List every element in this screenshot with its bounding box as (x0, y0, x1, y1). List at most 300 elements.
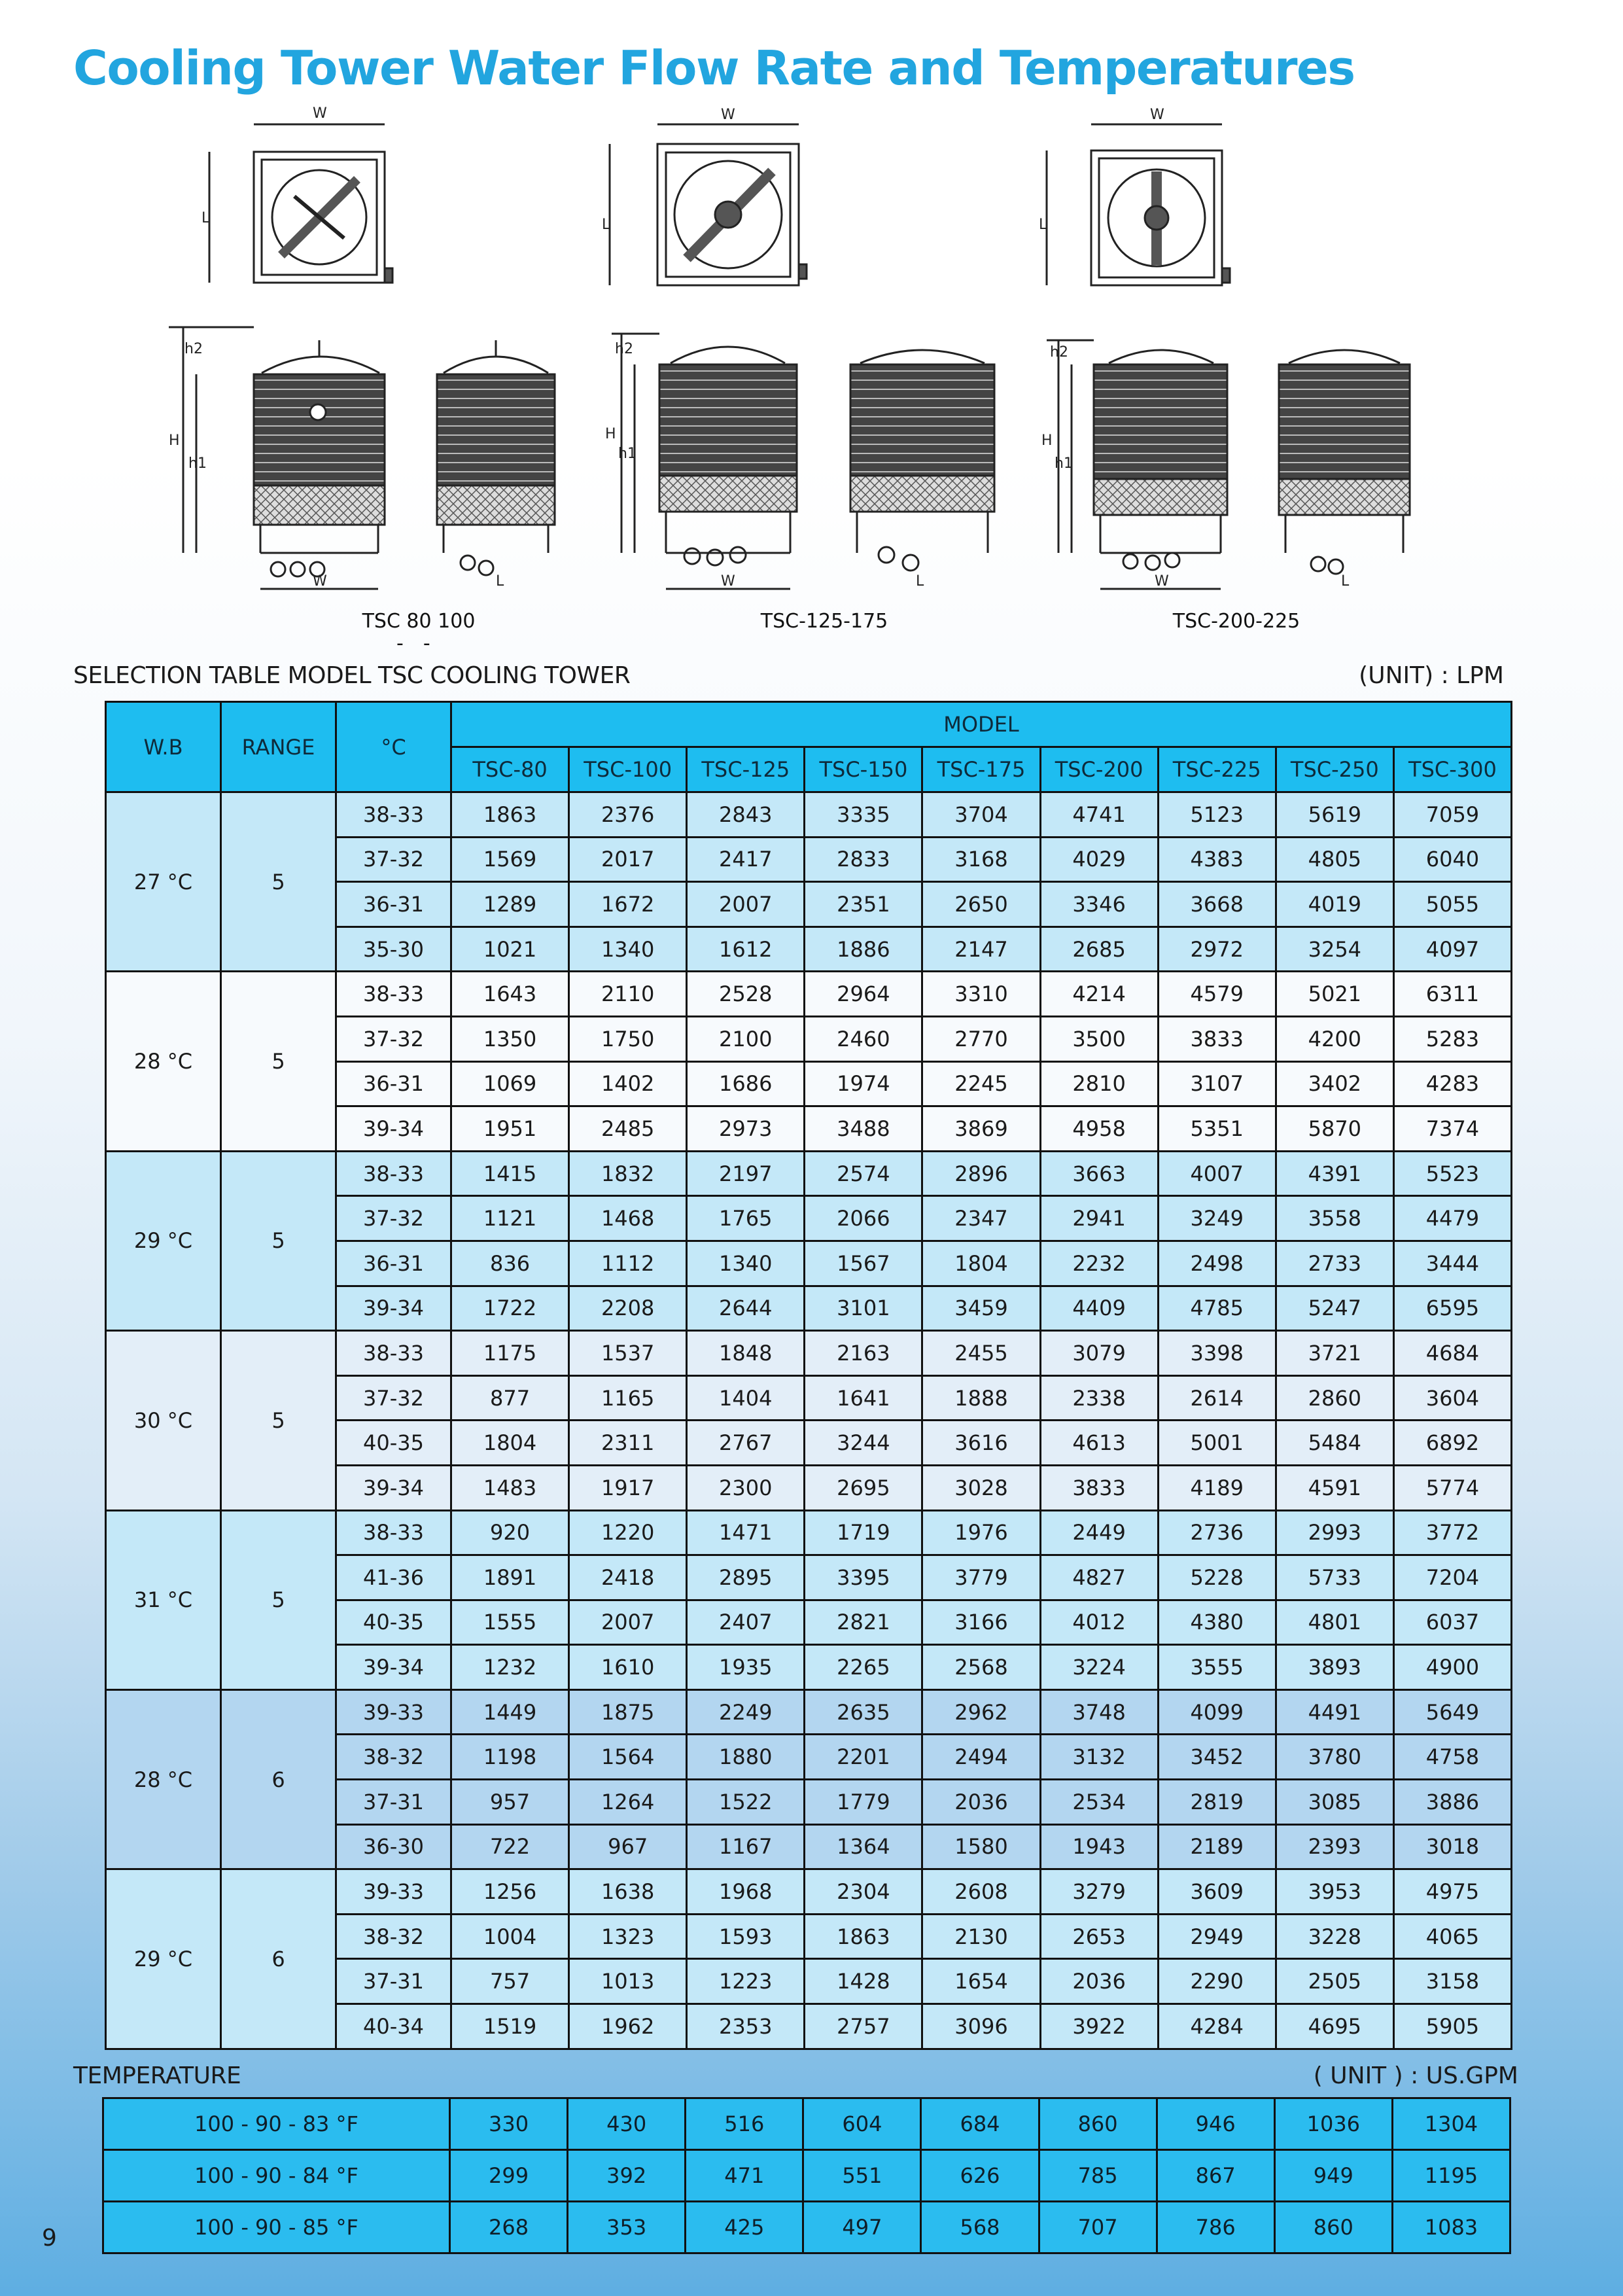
flow-value-cell: 5283 (1393, 1016, 1511, 1061)
flow-value-cell: 2304 (805, 1869, 922, 1915)
flow-value-cell: 4491 (1276, 1689, 1393, 1735)
flow-value-cell: 4019 (1276, 882, 1393, 927)
gpm-value-cell: 1304 (1392, 2098, 1510, 2150)
flow-value-cell: 2608 (922, 1869, 1040, 1915)
flow-value-cell: 3748 (1040, 1689, 1158, 1735)
gpm-value-cell: 786 (1157, 2202, 1274, 2253)
flow-value-cell: 722 (451, 1824, 569, 1869)
selection-unit: (UNIT) : LPM (1359, 662, 1504, 689)
gpm-value-cell: 551 (803, 2150, 921, 2202)
flow-value-cell: 2993 (1276, 1510, 1393, 1555)
flow-value-cell: 2201 (805, 1735, 922, 1780)
gpm-value-cell: 1195 (1392, 2150, 1510, 2202)
gpm-value-cell: 471 (686, 2150, 803, 2202)
header-model-tsc-100: TSC-100 (569, 747, 687, 792)
flow-value-cell: 2208 (569, 1286, 687, 1331)
flow-value-cell: 957 (451, 1780, 569, 1825)
flow-value-cell: 3132 (1040, 1735, 1158, 1780)
flow-value-cell: 1564 (569, 1735, 687, 1780)
temp-range-cell: 36-31 (336, 882, 451, 927)
flow-value-cell: 3402 (1276, 1061, 1393, 1106)
flow-value-cell: 2460 (805, 1016, 922, 1061)
flow-value-cell: 2197 (687, 1151, 805, 1196)
flow-value-cell: 2449 (1040, 1510, 1158, 1555)
flow-value-cell: 4741 (1040, 792, 1158, 838)
temp-range-cell: 38-33 (336, 1331, 451, 1376)
flow-value-cell: 4785 (1158, 1286, 1276, 1331)
flow-value-cell: 2417 (687, 837, 805, 882)
flow-value-cell: 1555 (451, 1600, 569, 1645)
table-row (106, 972, 1512, 1017)
header-degc: °C (336, 702, 451, 792)
temperature-row (103, 2098, 1510, 2150)
flow-value-cell: 2007 (569, 1600, 687, 1645)
flow-value-cell: 1917 (569, 1465, 687, 1510)
gpm-value-cell: 1036 (1274, 2098, 1392, 2150)
flow-value-cell: 1289 (451, 882, 569, 927)
temp-range-cell: 37-32 (336, 837, 451, 882)
flow-value-cell: 3668 (1158, 882, 1276, 927)
flow-value-cell: 1848 (687, 1331, 805, 1376)
temp-range-cell: 38-33 (336, 1510, 451, 1555)
flow-value-cell: 1672 (569, 882, 687, 927)
temp-range-cell: 39-34 (336, 1465, 451, 1510)
flow-value-cell: 3166 (922, 1600, 1040, 1645)
flow-value-cell: 3721 (1276, 1331, 1393, 1376)
flow-value-cell: 3609 (1158, 1869, 1276, 1915)
flow-value-cell: 3018 (1393, 1824, 1511, 1869)
top-view-tsc200 (1091, 150, 1230, 285)
flow-value-cell: 2819 (1158, 1780, 1276, 1825)
flow-value-cell: 2895 (687, 1555, 805, 1600)
dim-l-1: L (201, 210, 210, 226)
flow-value-cell: 1976 (922, 1510, 1040, 1555)
temp-range-cell: 39-33 (336, 1689, 451, 1735)
gpm-value-cell: 268 (450, 2202, 568, 2253)
flow-value-cell: 2843 (687, 792, 805, 838)
flow-value-cell: 3704 (922, 792, 1040, 838)
flow-value-cell: 3101 (805, 1286, 922, 1331)
flow-value-cell: 2130 (922, 1914, 1040, 1959)
flow-value-cell: 2695 (805, 1465, 922, 1510)
flow-value-cell: 2767 (687, 1421, 805, 1466)
flow-value-cell: 1415 (451, 1151, 569, 1196)
temp-range-cell: 37-32 (336, 1196, 451, 1241)
flow-value-cell: 1471 (687, 1510, 805, 1555)
flow-value-cell: 2733 (1276, 1241, 1393, 1286)
gpm-value-cell: 684 (921, 2098, 1039, 2150)
flow-value-cell: 5123 (1158, 792, 1276, 838)
flow-value-cell: 2300 (687, 1465, 805, 1510)
flow-value-cell: 1750 (569, 1016, 687, 1061)
wb-cell: 27 °C (106, 792, 221, 972)
flow-value-cell: 3249 (1158, 1196, 1276, 1241)
temp-range-cell: 39-34 (336, 1286, 451, 1331)
flow-value-cell: 877 (451, 1375, 569, 1421)
flow-value-cell: 3228 (1276, 1914, 1393, 1959)
dim-w-bottom-2: W (721, 573, 735, 590)
flow-value-cell: 1340 (569, 927, 687, 972)
flow-value-cell: 5774 (1393, 1465, 1511, 1510)
temp-range-cell: 37-31 (336, 1959, 451, 2004)
dim-w-3: W (1150, 107, 1164, 123)
wb-cell: 28 °C (106, 972, 221, 1151)
wb-cell: 28 °C (106, 1689, 221, 1869)
flow-value-cell: 2860 (1276, 1375, 1393, 1421)
flow-value-cell: 4827 (1040, 1555, 1158, 1600)
flow-value-cell: 6892 (1393, 1421, 1511, 1466)
flow-value-cell: 2972 (1158, 927, 1276, 972)
dim-h1-3: h1 (1055, 455, 1073, 472)
flow-value-cell: 6311 (1393, 972, 1511, 1017)
flow-value-cell: 3158 (1393, 1959, 1511, 2004)
flow-value-cell: 1013 (569, 1959, 687, 2004)
flow-value-cell: 2770 (922, 1016, 1040, 1061)
flow-value-cell: 5619 (1276, 792, 1393, 838)
flow-value-cell: 1537 (569, 1331, 687, 1376)
table-row (106, 1689, 1512, 1735)
flow-value-cell: 4284 (1158, 2004, 1276, 2049)
temperature-table (102, 2097, 1511, 2254)
dim-w-2: W (721, 107, 735, 123)
flow-value-cell: 1863 (451, 792, 569, 838)
flow-value-cell: 1935 (687, 1645, 805, 1690)
flow-value-cell: 3028 (922, 1465, 1040, 1510)
range-cell: 5 (221, 1510, 336, 1689)
gpm-value-cell: 949 (1274, 2150, 1392, 2202)
page-number: 9 (42, 2225, 57, 2252)
flow-value-cell: 3833 (1040, 1465, 1158, 1510)
gpm-value-cell: 516 (686, 2098, 803, 2150)
flow-value-cell: 7374 (1393, 1106, 1511, 1152)
flow-value-cell: 4189 (1158, 1465, 1276, 1510)
gpm-value-cell: 568 (921, 2202, 1039, 2253)
flow-value-cell: 1175 (451, 1331, 569, 1376)
flow-value-cell: 1340 (687, 1241, 805, 1286)
flow-value-cell: 3779 (922, 1555, 1040, 1600)
top-view-tsc125 (657, 144, 807, 285)
wb-cell: 30 °C (106, 1331, 221, 1510)
flow-value-cell: 1580 (922, 1824, 1040, 1869)
temperature-label-cell: 100 - 90 - 83 °F (103, 2098, 450, 2150)
flow-value-cell: 2949 (1158, 1914, 1276, 1959)
flow-value-cell: 4214 (1040, 972, 1158, 1017)
flow-value-cell: 1765 (687, 1196, 805, 1241)
flow-value-cell: 1567 (805, 1241, 922, 1286)
flow-value-cell: 3444 (1393, 1241, 1511, 1286)
flow-value-cell: 2528 (687, 972, 805, 1017)
flow-value-cell: 4391 (1276, 1151, 1393, 1196)
front-view-tsc80 (254, 340, 385, 553)
side-view-tsc80 (437, 340, 555, 553)
gpm-value-cell: 860 (1039, 2098, 1157, 2150)
flow-value-cell: 1641 (805, 1375, 922, 1421)
range-cell: 6 (221, 1689, 336, 1869)
flow-value-cell: 1638 (569, 1869, 687, 1915)
dim-l-bottom-1: L (496, 573, 504, 590)
dim-w-bottom-1: W (313, 573, 327, 590)
flow-value-cell: 4383 (1158, 837, 1276, 882)
header-model-tsc-200: TSC-200 (1040, 747, 1158, 792)
flow-value-cell: 2163 (805, 1331, 922, 1376)
temp-range-cell: 38-32 (336, 1914, 451, 1959)
flow-value-cell: 1891 (451, 1555, 569, 1600)
flow-value-cell: 2485 (569, 1106, 687, 1152)
flow-value-cell: 1880 (687, 1735, 805, 1780)
temp-range-cell: 40-34 (336, 2004, 451, 2049)
gpm-value-cell: 785 (1039, 2150, 1157, 2202)
flow-value-cell: 5001 (1158, 1421, 1276, 1466)
dim-w-1: W (313, 105, 327, 122)
flow-value-cell: 3279 (1040, 1869, 1158, 1915)
flow-value-cell: 4097 (1393, 927, 1511, 972)
flow-value-cell: 4975 (1393, 1869, 1511, 1915)
temp-range-cell: 40-35 (336, 1600, 451, 1645)
temp-range-cell: 35-30 (336, 927, 451, 972)
flow-value-cell: 1951 (451, 1106, 569, 1152)
flow-value-cell: 1875 (569, 1689, 687, 1735)
flow-value-cell: 5523 (1393, 1151, 1511, 1196)
top-view-tsc80 (254, 152, 393, 283)
flow-value-cell: 1364 (805, 1824, 922, 1869)
dim-l-bottom-2: L (916, 573, 924, 590)
flow-value-cell: 967 (569, 1824, 687, 1869)
drawing-label-tsc80-100: TSC 80 100 (362, 610, 476, 633)
flow-value-cell: 2650 (922, 882, 1040, 927)
flow-value-cell: 1264 (569, 1780, 687, 1825)
flow-value-cell: 1593 (687, 1914, 805, 1959)
flow-value-cell: 2232 (1040, 1241, 1158, 1286)
flow-value-cell: 3833 (1158, 1016, 1276, 1061)
flow-value-cell: 3953 (1276, 1869, 1393, 1915)
wb-cell: 29 °C (106, 1151, 221, 1330)
flow-value-cell: 4695 (1276, 2004, 1393, 2049)
flow-value-cell: 1610 (569, 1645, 687, 1690)
flow-value-cell: 1428 (805, 1959, 922, 2004)
gpm-value-cell: 299 (450, 2150, 568, 2202)
flow-value-cell: 4479 (1393, 1196, 1511, 1241)
dim-h2-2: h2 (615, 341, 633, 357)
side-view-tsc125 (850, 350, 994, 553)
flow-value-cell: 2376 (569, 792, 687, 838)
gpm-value-cell: 626 (921, 2150, 1039, 2202)
flow-value-cell: 2455 (922, 1331, 1040, 1376)
flow-value-cell: 2265 (805, 1645, 922, 1690)
flow-value-cell: 2685 (1040, 927, 1158, 972)
flow-value-cell: 6595 (1393, 1286, 1511, 1331)
flow-value-cell: 3452 (1158, 1735, 1276, 1780)
dim-h-3: H (1041, 433, 1053, 449)
table-row (106, 1331, 1512, 1376)
flow-value-cell: 3395 (805, 1555, 922, 1600)
flow-value-cell: 2964 (805, 972, 922, 1017)
flow-value-cell: 2418 (569, 1555, 687, 1600)
flow-value-cell: 4380 (1158, 1600, 1276, 1645)
flow-value-cell: 2941 (1040, 1196, 1158, 1241)
flow-value-cell: 4029 (1040, 837, 1158, 882)
flow-value-cell: 2245 (922, 1061, 1040, 1106)
dim-l-2: L (602, 217, 610, 233)
range-cell: 5 (221, 792, 336, 972)
range-cell: 5 (221, 972, 336, 1151)
temp-range-cell: 37-31 (336, 1780, 451, 1825)
flow-value-cell: 2534 (1040, 1780, 1158, 1825)
flow-value-cell: 1888 (922, 1375, 1040, 1421)
flow-value-cell: 2249 (687, 1689, 805, 1735)
flow-value-cell: 3558 (1276, 1196, 1393, 1241)
flow-value-cell: 2821 (805, 1600, 922, 1645)
temp-range-cell: 38-33 (336, 972, 451, 1017)
gpm-value-cell: 353 (568, 2202, 686, 2253)
dim-h1-2: h1 (618, 446, 637, 462)
flow-value-cell: 1804 (922, 1241, 1040, 1286)
temp-range-cell: 39-34 (336, 1106, 451, 1152)
flow-value-cell: 1198 (451, 1735, 569, 1780)
flow-value-cell: 1968 (687, 1869, 805, 1915)
selection-table (105, 701, 1512, 2050)
flow-value-cell: 2147 (922, 927, 1040, 972)
selection-table-title: SELECTION TABLE MODEL TSC COOLING TOWER (73, 662, 631, 689)
flow-value-cell: 1886 (805, 927, 922, 972)
temperature-title: TEMPERATURE (73, 2062, 241, 2089)
flow-value-cell: 3079 (1040, 1331, 1158, 1376)
flow-value-cell: 920 (451, 1510, 569, 1555)
drawing-label-tsc200-225: TSC-200-225 (1172, 610, 1300, 633)
flow-value-cell: 3893 (1276, 1645, 1393, 1690)
temp-range-cell: 38-33 (336, 1151, 451, 1196)
wb-cell: 29 °C (106, 1869, 221, 2049)
flow-value-cell: 5870 (1276, 1106, 1393, 1152)
flow-value-cell: 4065 (1393, 1914, 1511, 1959)
flow-value-cell: 2338 (1040, 1375, 1158, 1421)
flow-value-cell: 1804 (451, 1421, 569, 1466)
range-cell: 5 (221, 1151, 336, 1330)
dim-h-2: H (605, 426, 616, 442)
flow-value-cell: 836 (451, 1241, 569, 1286)
flow-value-cell: 1021 (451, 927, 569, 972)
flow-value-cell: 2290 (1158, 1959, 1276, 2004)
flow-value-cell: 3244 (805, 1421, 922, 1466)
flow-value-cell: 3616 (922, 1421, 1040, 1466)
flow-value-cell: 1069 (451, 1061, 569, 1106)
flow-value-cell: 2736 (1158, 1510, 1276, 1555)
gpm-value-cell: 707 (1039, 2202, 1157, 2253)
table-row (106, 792, 1512, 838)
flow-value-cell: 2568 (922, 1645, 1040, 1690)
gpm-value-cell: 430 (568, 2098, 686, 2150)
flow-value-cell: 2810 (1040, 1061, 1158, 1106)
dim-l-3: L (1039, 217, 1047, 233)
flow-value-cell: 3346 (1040, 882, 1158, 927)
drawing-label-tsc125-175: TSC-125-175 (760, 610, 888, 633)
flow-value-cell: 4409 (1040, 1286, 1158, 1331)
range-cell: 6 (221, 1869, 336, 2049)
flow-value-cell: 3555 (1158, 1645, 1276, 1690)
flow-value-cell: 5649 (1393, 1689, 1511, 1735)
flow-value-cell: 3488 (805, 1106, 922, 1152)
header-model-tsc-80: TSC-80 (451, 747, 569, 792)
flow-value-cell: 1519 (451, 2004, 569, 2049)
flow-value-cell: 1719 (805, 1510, 922, 1555)
wb-cell: 31 °C (106, 1510, 221, 1689)
flow-value-cell: 4579 (1158, 972, 1276, 1017)
flow-value-cell: 3168 (922, 837, 1040, 882)
flow-value-cell: 2110 (569, 972, 687, 1017)
dim-h-1: H (169, 433, 180, 449)
flow-value-cell: 2494 (922, 1735, 1040, 1780)
flow-value-cell: 1223 (687, 1959, 805, 2004)
flow-value-cell: 1220 (569, 1510, 687, 1555)
temp-range-cell: 39-33 (336, 1869, 451, 1915)
temperature-label-cell: 100 - 90 - 84 °F (103, 2150, 450, 2202)
flow-value-cell: 2036 (1040, 1959, 1158, 2004)
dim-h2-3: h2 (1050, 344, 1068, 361)
flow-value-cell: 4801 (1276, 1600, 1393, 1645)
flow-value-cell: 1974 (805, 1061, 922, 1106)
front-view-tsc200 (1094, 350, 1227, 553)
temp-range-cell: 41-36 (336, 1555, 451, 1600)
flow-value-cell: 3224 (1040, 1645, 1158, 1690)
flow-value-cell: 1863 (805, 1914, 922, 1959)
temp-range-cell: 40-35 (336, 1421, 451, 1466)
gpm-value-cell: 330 (450, 2098, 568, 2150)
header-range: RANGE (221, 702, 336, 792)
temperature-unit: ( UNIT ) : US.GPM (1313, 2062, 1518, 2089)
table-row (106, 1151, 1512, 1196)
dim-h2-1: h2 (184, 341, 203, 357)
temp-range-cell: 37-32 (336, 1375, 451, 1421)
flow-value-cell: 5055 (1393, 882, 1511, 927)
side-view-tsc200 (1279, 350, 1410, 553)
flow-value-cell: 2066 (805, 1196, 922, 1241)
gpm-value-cell: 392 (568, 2150, 686, 2202)
header-model-tsc-125: TSC-125 (687, 747, 805, 792)
flow-value-cell: 1112 (569, 1241, 687, 1286)
flow-value-cell: 1232 (451, 1645, 569, 1690)
flow-value-cell: 1323 (569, 1914, 687, 1959)
flow-value-cell: 3459 (922, 1286, 1040, 1331)
flow-value-cell: 1004 (451, 1914, 569, 1959)
flow-value-cell: 1643 (451, 972, 569, 1017)
flow-value-cell: 6040 (1393, 837, 1511, 882)
flow-value-cell: 3398 (1158, 1331, 1276, 1376)
flow-value-cell: 4283 (1393, 1061, 1511, 1106)
flow-value-cell: 4099 (1158, 1689, 1276, 1735)
header-model-tsc-175: TSC-175 (922, 747, 1040, 792)
flow-value-cell: 5228 (1158, 1555, 1276, 1600)
gpm-value-cell: 425 (686, 2202, 803, 2253)
flow-value-cell: 2653 (1040, 1914, 1158, 1959)
flow-value-cell: 3310 (922, 972, 1040, 1017)
dim-w-bottom-3: W (1155, 573, 1169, 590)
flow-value-cell: 4758 (1393, 1735, 1511, 1780)
flow-value-cell: 5484 (1276, 1421, 1393, 1466)
temp-range-cell: 38-33 (336, 792, 451, 838)
flow-value-cell: 1654 (922, 1959, 1040, 2004)
flow-value-cell: 1943 (1040, 1824, 1158, 1869)
gpm-value-cell: 867 (1157, 2150, 1274, 2202)
flow-value-cell: 2757 (805, 2004, 922, 2049)
flow-value-cell: 2017 (569, 837, 687, 882)
range-cell: 5 (221, 1331, 336, 1510)
temperature-label-cell: 100 - 90 - 85 °F (103, 2202, 450, 2253)
flow-value-cell: 1121 (451, 1196, 569, 1241)
gpm-value-cell: 946 (1157, 2098, 1274, 2150)
flow-value-cell: 2896 (922, 1151, 1040, 1196)
temp-range-cell: 37-32 (336, 1016, 451, 1061)
flow-value-cell: 6037 (1393, 1600, 1511, 1645)
flow-value-cell: 4684 (1393, 1331, 1511, 1376)
